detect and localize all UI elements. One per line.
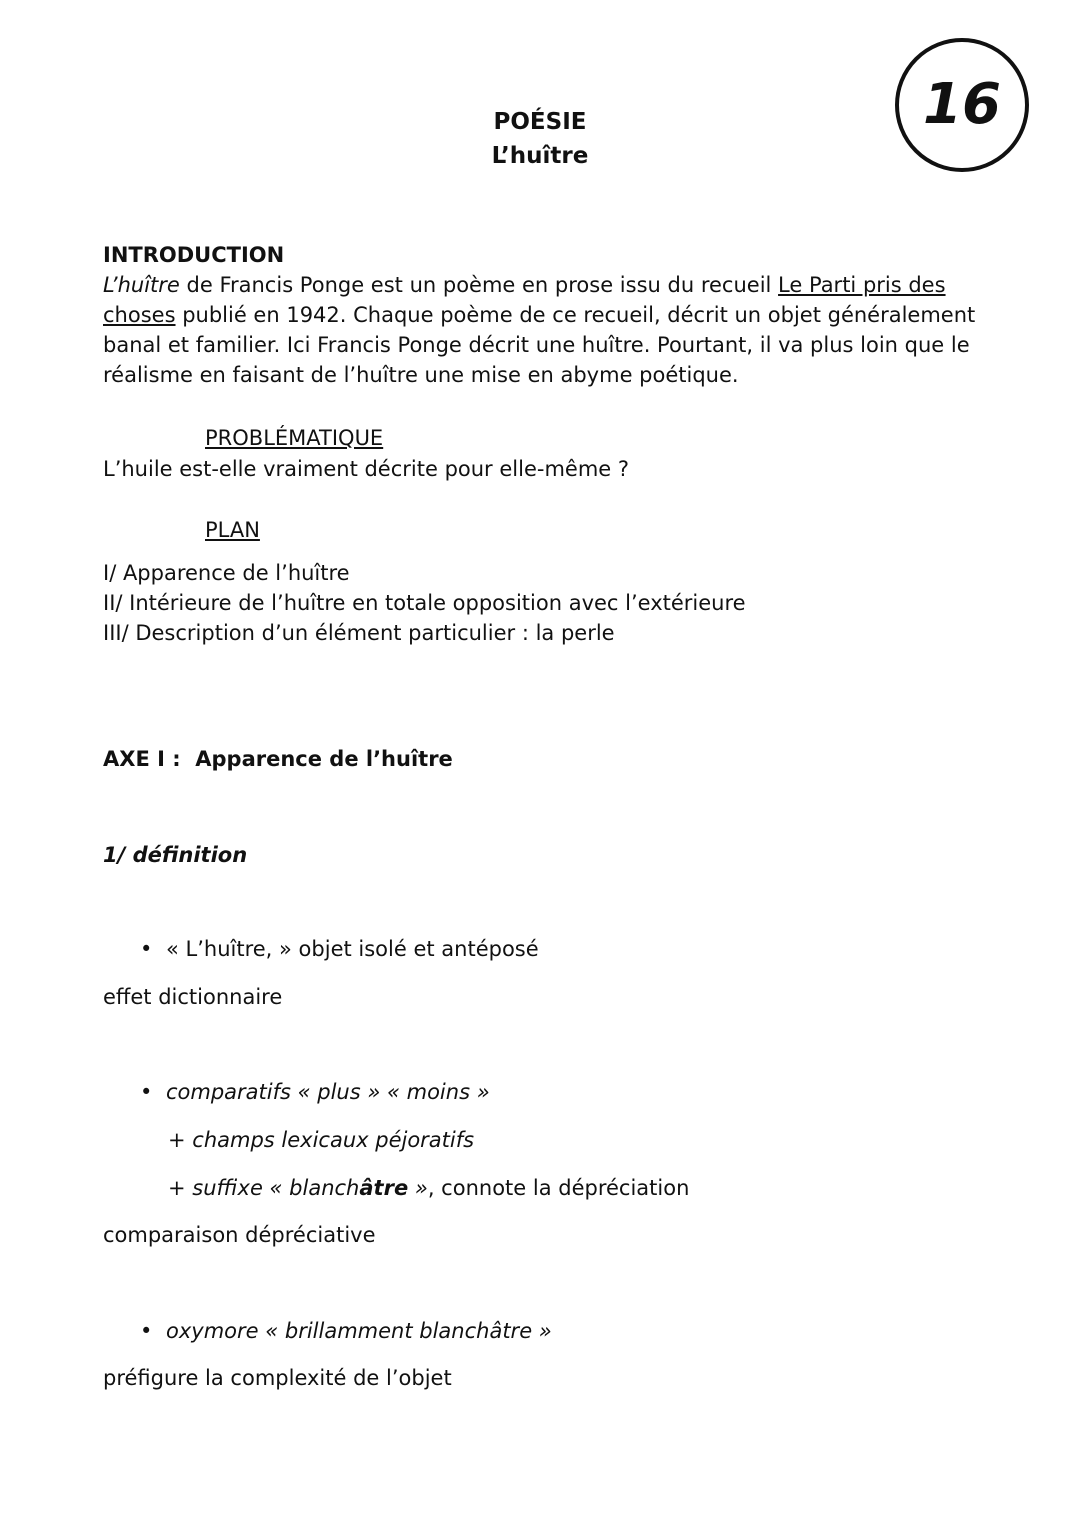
bullet-item: • oxymore « brillamment blanchâtre »: [140, 1316, 552, 1346]
plan-item: II/ Intérieure de l’huître en totale opposition avec l’extérieure: [103, 591, 746, 615]
plan-list: [103, 558, 746, 648]
introduction-line-1: L’huître de Francis Ponge est un poème en prose issu du recueil Le Parti pris des: [103, 273, 946, 297]
bullet-note: préfigure la complexité de l’objet: [103, 1366, 452, 1390]
category-heading: POÉSIE: [493, 109, 587, 135]
page-title: L’huître: [491, 143, 589, 169]
introduction-line-4: réalisme en faisant de l’huître une mise en abyme poétique.: [103, 363, 739, 387]
introduction-line-2: choses publié en 1942. Chaque poème de ce recueil, décrit un objet généralement: [103, 303, 976, 327]
axe-label: AXE I :: [103, 747, 181, 771]
bullet-icon: •: [140, 1080, 153, 1104]
section-heading: 1/ définition: [103, 843, 248, 867]
plan-heading: PLAN: [205, 518, 260, 542]
axe-heading: [103, 744, 453, 774]
introduction-heading: INTRODUCTION: [103, 243, 285, 267]
bullet-icon: •: [140, 1319, 153, 1343]
page-number-badge: [895, 38, 1029, 172]
problematique-heading: PROBLÉMATIQUE: [205, 426, 384, 450]
bullet-item: • comparatifs « plus » « moins »: [140, 1077, 490, 1107]
book-title-cont: choses: [103, 303, 176, 327]
problematique-question: L’huile est-elle vraiment décrite pour elle-même ?: [103, 457, 630, 481]
bullet-item: • « L’huître, » objet isolé et antéposé: [140, 934, 539, 964]
introduction-line-3: banal et familier. Ici Francis Ponge décrit une huître. Pourtant, il va plus loin que le: [103, 333, 970, 357]
bullet-note: effet dictionnaire: [103, 985, 283, 1009]
page-number: 16: [923, 72, 1001, 137]
book-title: Le Parti pris des: [778, 273, 946, 297]
plan-item: I/ Apparence de l’huître: [103, 561, 350, 585]
poem-title: L’huître: [103, 273, 180, 297]
bullet-note: comparaison dépréciative: [103, 1223, 376, 1247]
bullet-icon: •: [140, 937, 153, 961]
bullet-sub-item: + champs lexicaux péjoratifs: [168, 1128, 475, 1152]
introduction-section: [103, 240, 976, 390]
axe-title: Apparence de l’huître: [195, 747, 453, 771]
bullet-sub-item: + suffixe « blanchâtre », connote la dépréciation: [168, 1176, 690, 1200]
plan-item: III/ Description d’un élément particulier : la perle: [103, 621, 615, 645]
